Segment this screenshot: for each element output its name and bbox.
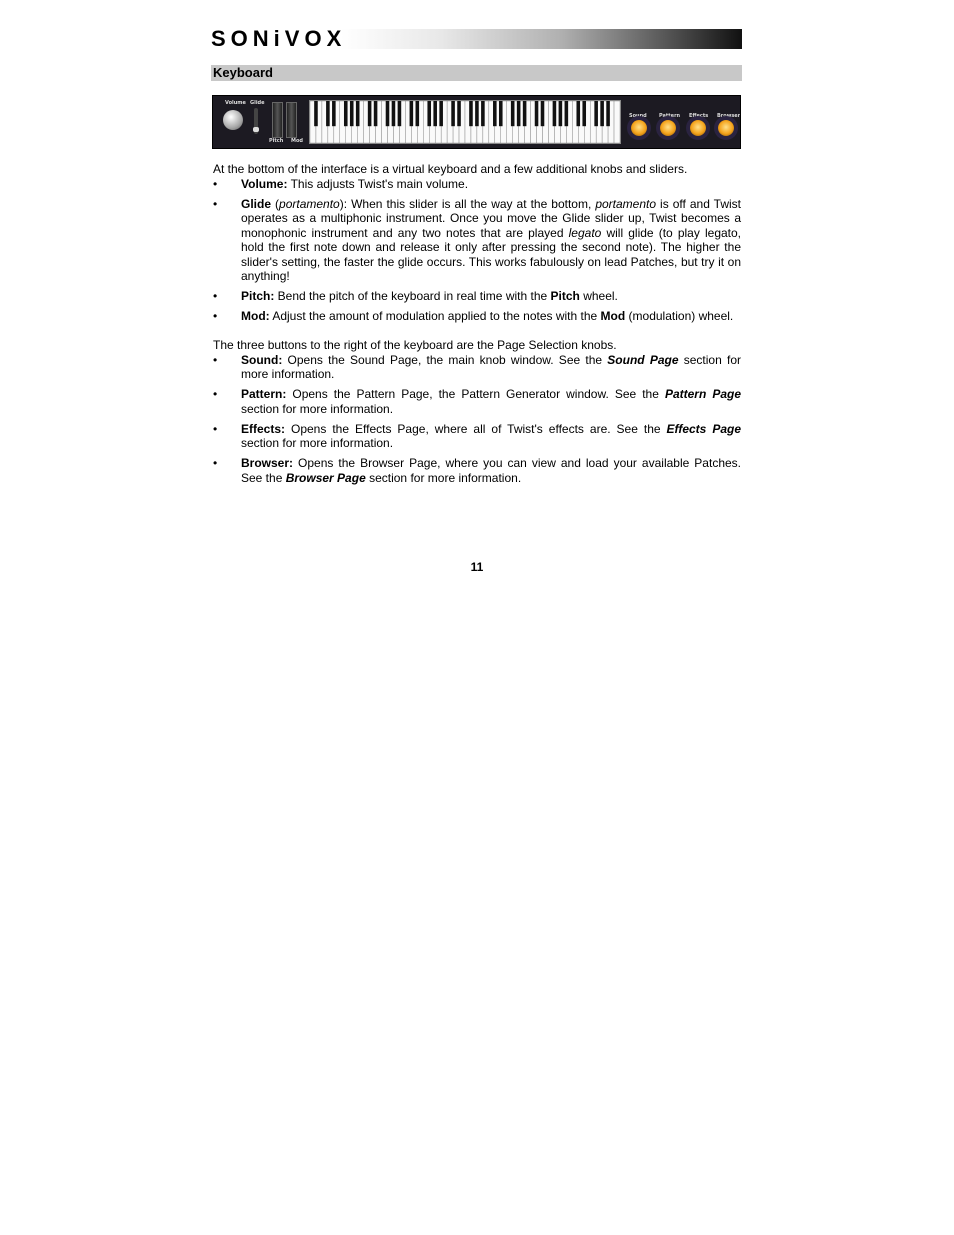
- text-span: Bend the pitch of the keyboard in real time with the: [274, 289, 551, 303]
- page-header: [211, 28, 742, 50]
- black-key[interactable]: [600, 101, 604, 126]
- text-span: (modulation) wheel.: [625, 309, 734, 323]
- list-item-effects: [213, 422, 741, 451]
- black-key[interactable]: [535, 101, 539, 126]
- text-span: Adjust the amount of modulation applied to the notes with the: [269, 309, 601, 323]
- term-mod: Mod:: [241, 309, 270, 323]
- black-key[interactable]: [475, 101, 479, 126]
- black-key[interactable]: [565, 101, 569, 126]
- text-span: ): When this slider is all the way at the bottom,: [339, 196, 596, 211]
- bold-term: Pitch: [550, 289, 580, 303]
- pattern-page-reference: Pattern Page: [664, 387, 741, 401]
- pattern-knob-label: Pattern: [659, 113, 681, 119]
- black-key[interactable]: [326, 101, 330, 126]
- effects-knob-label: Effects: [689, 113, 709, 119]
- black-key[interactable]: [439, 101, 443, 126]
- desc-volume: This adjusts Twist's main volume.: [287, 176, 469, 191]
- sonivox-logo: SONiVOX: [211, 26, 347, 51]
- black-key[interactable]: [481, 101, 485, 126]
- text-span: is off and Twist operates as a multiphonic instrument. Once you move the Glide slider up, Twist becomes a monophonic instrument and any two notes that are played: [241, 196, 741, 240]
- piano-keys[interactable]: [309, 100, 621, 144]
- glide-slider-handle[interactable]: [253, 127, 259, 132]
- bullet: •: [213, 176, 218, 191]
- page-number: 11: [470, 560, 484, 574]
- keyboard-interface-image: [212, 95, 741, 149]
- list-item-pitch: [213, 289, 741, 304]
- black-key[interactable]: [332, 101, 336, 126]
- black-key[interactable]: [541, 101, 545, 126]
- sound-knob-label: Sound: [629, 113, 647, 119]
- glide-label: Glide: [250, 100, 265, 106]
- black-key[interactable]: [523, 101, 527, 126]
- effects-page-knob[interactable]: [690, 120, 706, 136]
- header-gradient-bar: [341, 29, 742, 49]
- mod-label: Mod: [291, 138, 303, 144]
- bullet: •: [213, 196, 218, 211]
- black-key[interactable]: [576, 101, 580, 126]
- bullet: •: [213, 387, 218, 401]
- pitch-wheel[interactable]: [272, 102, 283, 138]
- text-span: Opens the Sound Page, the main knob window. See the: [282, 352, 608, 367]
- page-selection-paragraph: The three buttons to the right of the keyboard are the Page Selection knobs.: [213, 338, 617, 352]
- body-content: [213, 162, 741, 491]
- black-key[interactable]: [493, 101, 497, 126]
- section-title: Keyboard: [211, 65, 742, 81]
- black-key[interactable]: [386, 101, 390, 126]
- bold-term: Mod: [600, 309, 626, 323]
- black-key[interactable]: [314, 101, 318, 126]
- black-key[interactable]: [350, 101, 354, 126]
- text-span: will glide (to play legato, hold the first note down and release it only after pressing the second note). The higher the slider's setting, the faster the glide occurs. This works fabulously on lead Patches, but try it on anything!: [241, 225, 742, 283]
- list-item-pattern: [213, 387, 741, 416]
- black-key[interactable]: [553, 101, 557, 126]
- intro-paragraph: At the bottom of the interface is a virtual keyboard and a few additional knobs and sliders.: [213, 162, 688, 176]
- controls-list: [213, 177, 741, 324]
- browser-page-knob[interactable]: [718, 120, 734, 136]
- bullet: •: [213, 289, 218, 303]
- black-key[interactable]: [368, 101, 372, 126]
- sound-page-knob[interactable]: [631, 120, 647, 136]
- black-key[interactable]: [499, 101, 503, 126]
- black-key[interactable]: [594, 101, 598, 126]
- browser-knob-label: Browser: [717, 113, 741, 119]
- text-span: Opens the Effects Page, where all of Twist's effects are. See the: [285, 421, 667, 436]
- list-item-glide: [213, 197, 741, 284]
- black-key[interactable]: [374, 101, 378, 126]
- black-key[interactable]: [392, 101, 396, 126]
- black-key[interactable]: [469, 101, 473, 126]
- term-glide: Glide: [241, 196, 272, 211]
- pages-list: [213, 353, 741, 486]
- black-key[interactable]: [559, 101, 563, 126]
- bullet: •: [213, 352, 218, 367]
- italic-term: legato: [568, 225, 602, 240]
- white-key[interactable]: [614, 101, 620, 143]
- effects-page-reference: Effects Page: [666, 421, 742, 436]
- sound-page-reference: Sound Page: [607, 352, 679, 367]
- black-key[interactable]: [344, 101, 348, 126]
- black-key[interactable]: [356, 101, 360, 126]
- black-key[interactable]: [606, 101, 610, 126]
- pattern-page-knob[interactable]: [660, 120, 676, 136]
- spacer: [213, 329, 741, 338]
- bullet: •: [213, 309, 218, 323]
- text-span: Opens the Pattern Page, the Pattern Generator window. See the: [286, 387, 665, 401]
- list-item-volume: [213, 177, 741, 192]
- black-key[interactable]: [398, 101, 402, 126]
- term-effects: Effects:: [241, 421, 286, 436]
- black-key[interactable]: [582, 101, 586, 126]
- term-volume: Volume:: [241, 176, 288, 191]
- italic-term: portamento: [595, 196, 657, 211]
- text-span: section for more information.: [241, 401, 394, 416]
- black-key[interactable]: [457, 101, 461, 126]
- list-item-mod: [213, 309, 741, 324]
- term-sound: Sound:: [241, 352, 283, 367]
- italic-term: portamento: [279, 196, 340, 211]
- black-key[interactable]: [416, 101, 420, 126]
- volume-knob[interactable]: [223, 110, 243, 130]
- text-span: section for more information.: [241, 436, 394, 450]
- browser-page-reference: Browser Page: [285, 470, 366, 485]
- list-item-browser: [213, 456, 741, 485]
- text-span: (: [271, 196, 280, 211]
- black-key[interactable]: [433, 101, 437, 126]
- black-key[interactable]: [511, 101, 515, 126]
- pitch-label: Pitch: [269, 138, 284, 144]
- bullet: •: [213, 421, 218, 436]
- text-span: section for more information.: [365, 470, 522, 485]
- text-span: wheel.: [579, 289, 618, 303]
- black-key[interactable]: [410, 101, 414, 126]
- term-pitch: Pitch:: [241, 289, 275, 303]
- term-browser: Browser:: [241, 456, 294, 470]
- mod-wheel[interactable]: [286, 102, 297, 138]
- black-key[interactable]: [427, 101, 431, 126]
- volume-label: Volume: [225, 100, 246, 106]
- bullet: •: [213, 456, 218, 470]
- list-item-sound: [213, 353, 741, 382]
- term-pattern: Pattern:: [241, 387, 287, 401]
- text-span: Opens the Browser Page, where you can view and load your available Patches. See the: [241, 456, 741, 485]
- black-key[interactable]: [451, 101, 455, 126]
- piano-keys-graphic: [310, 101, 620, 143]
- black-key[interactable]: [517, 101, 521, 126]
- text-span: section for more information.: [241, 352, 741, 381]
